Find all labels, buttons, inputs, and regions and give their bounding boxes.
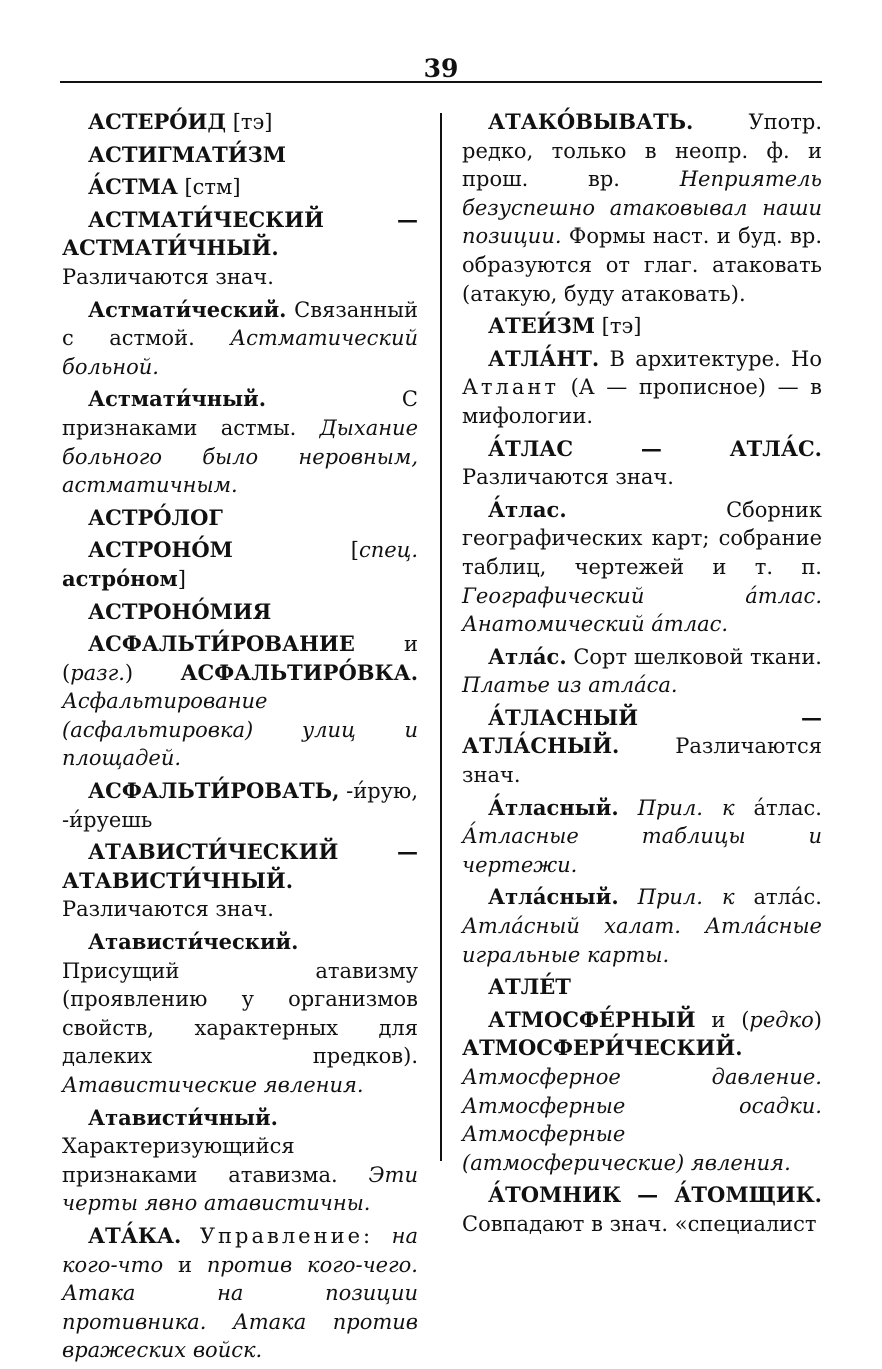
entry-example: к bbox=[721, 885, 735, 910]
entry-headword: АТАВИСТИ́ЧЕСКИЙ — АТАВИСТИ́ЧНЫЙ. bbox=[62, 839, 418, 893]
entry-text: ] bbox=[177, 566, 186, 591]
right-column bbox=[462, 108, 822, 1243]
entry-example: А́тласные таблицы и чертежи. bbox=[462, 824, 822, 877]
dictionary-entry bbox=[462, 973, 822, 1002]
entry-example: разг. bbox=[70, 660, 125, 685]
entry-headword: А́тлас. bbox=[488, 496, 567, 522]
entry-headword: АТЕИ́ЗМ bbox=[488, 313, 595, 339]
dictionary-entry bbox=[62, 385, 418, 499]
entry-text: а́тлас. bbox=[734, 795, 822, 820]
entry-text: Управление: bbox=[199, 1223, 374, 1248]
header-rule bbox=[60, 81, 822, 83]
dictionary-entry bbox=[62, 1104, 418, 1218]
entry-example: спец. bbox=[358, 538, 418, 563]
dictionary-entry bbox=[62, 296, 418, 382]
page-number: 39 bbox=[423, 54, 459, 83]
entry-text: [стм] bbox=[177, 175, 241, 200]
entry-headword: Атависти́ческий. bbox=[88, 929, 299, 955]
entry-headword: А́ТЛАС — АТЛА́С. bbox=[488, 435, 822, 461]
entry-example: к bbox=[721, 795, 735, 820]
entry-example: Атла́сный халат. Атла́сные игральные карты. bbox=[462, 914, 822, 967]
entry-headword: АТА́КА. bbox=[88, 1222, 182, 1248]
dictionary-entry bbox=[62, 838, 418, 924]
entry-headword: А́тласный. bbox=[488, 794, 619, 820]
entry-headword: АТЛА́НТ. bbox=[488, 345, 600, 371]
entry-text: Сорт шелковой ткани. bbox=[566, 644, 822, 669]
dictionary-entry bbox=[62, 206, 418, 292]
dictionary-entry bbox=[462, 435, 822, 492]
dictionary-entry bbox=[462, 643, 822, 700]
entry-text: (А — прописное) — в мифологии. bbox=[462, 375, 822, 428]
entry-text: С признаками астмы. bbox=[62, 387, 418, 440]
entry-text: и ( bbox=[695, 1007, 750, 1032]
dictionary-entry bbox=[62, 173, 418, 202]
dictionary-entry bbox=[462, 108, 822, 308]
entry-text: Различаются знач. bbox=[462, 734, 822, 788]
entry-example: на кого-что bbox=[62, 1223, 418, 1277]
dictionary-entry bbox=[462, 883, 822, 969]
entry-example: Прил. bbox=[637, 885, 703, 910]
dictionary-entry bbox=[62, 928, 418, 1100]
left-column bbox=[62, 108, 418, 1369]
entry-example: Эти черты явно атавистичны. bbox=[62, 1162, 418, 1216]
entry-headword: АТАКО́ВЫВАТЬ. bbox=[488, 109, 694, 134]
entry-text: Сборник географических карт; собрание таблиц, чертежей и т. п. bbox=[462, 497, 822, 579]
entry-headword: АСТРОНО́М bbox=[88, 537, 233, 563]
entry-text: Различаются знач. bbox=[62, 264, 274, 289]
entry-text: В архитектуре. Но bbox=[599, 346, 822, 371]
entry-headword: АСФАЛЬТИ́РОВАНИЕ bbox=[88, 631, 355, 657]
entry-text: -и́рую, -и́руешь bbox=[62, 779, 418, 832]
entry-text: Различаются знач. bbox=[62, 897, 274, 922]
entry-example: Неприятель безуспешно атаковывал наши позиции. bbox=[462, 167, 822, 249]
dictionary-entry bbox=[462, 1181, 822, 1238]
entry-text bbox=[703, 796, 722, 820]
entry-text: ) bbox=[813, 1007, 822, 1032]
dictionary-entry bbox=[462, 312, 822, 341]
entry-example: редко bbox=[749, 1007, 814, 1032]
entry-text: Атлант bbox=[462, 375, 559, 400]
dictionary-entry bbox=[462, 1006, 822, 1178]
entry-headword: АСФАЛЬТИРО́ВКА. bbox=[180, 659, 418, 685]
entry-example: Атмосферное давление. Атмосферные осадки. Атмосферные (атмосферические) явления. bbox=[462, 1065, 822, 1175]
entry-example: Атавистические явления. bbox=[62, 1073, 364, 1097]
entry-text: [ bbox=[232, 538, 359, 563]
dictionary-entry bbox=[462, 345, 822, 431]
entry-text: Употр. редко, только в неопр. ф. и прош. вр. bbox=[462, 110, 822, 192]
entry-example: Астматический больной. bbox=[62, 326, 418, 379]
entry-headword: Атависти́чный. bbox=[88, 1104, 278, 1130]
entry-text: ) bbox=[124, 660, 181, 685]
entry-headword: АСТРОНО́МИЯ bbox=[88, 598, 272, 624]
dictionary-entry bbox=[62, 630, 418, 773]
entry-example: Платье из атла́са. bbox=[462, 673, 678, 698]
entry-headword: А́ТОМНИК — А́ТОМЩИК. bbox=[488, 1182, 822, 1208]
entry-headword: АСТЕРО́ИД bbox=[88, 109, 227, 134]
column-divider bbox=[440, 113, 442, 1161]
dictionary-entry bbox=[62, 598, 418, 627]
entry-text: Характеризующийся признаками атавизма. bbox=[62, 1134, 369, 1187]
entry-headword: Астмати́чный. bbox=[88, 386, 267, 412]
entry-example: Дыхание больного было неровным, астматичным. bbox=[62, 415, 418, 498]
dictionary-entry bbox=[462, 496, 822, 639]
entry-headword: АТМОСФЕ́РНЫЙ bbox=[488, 1006, 696, 1032]
dictionary-entry bbox=[62, 108, 418, 137]
entry-headword: Атла́с. bbox=[488, 643, 567, 669]
entry-example: против кого-чего. Атака на позиции противника. Атака против вражеских войск. bbox=[62, 1252, 418, 1363]
entry-headword: А́ТЛАСНЫЙ — АТЛА́СНЫЙ. bbox=[462, 704, 822, 759]
entry-text bbox=[619, 885, 638, 909]
entry-example: Географический а́тлас. Анатомический а́тлас. bbox=[462, 583, 822, 637]
entry-headword: АСТРО́ЛОГ bbox=[88, 504, 223, 530]
entry-text: Различаются знач. bbox=[462, 465, 674, 490]
dictionary-entry bbox=[62, 504, 418, 533]
entry-text: и ( bbox=[62, 632, 418, 685]
entry-text: и bbox=[163, 1252, 207, 1277]
entry-text: Формы наст. и буд. вр. образуются от глаг. атаковать (атакую, буду атаковать). bbox=[462, 224, 822, 306]
entry-headword: АСТМАТИ́ЧЕСКИЙ — АСТМАТИ́ЧНЫЙ. bbox=[62, 206, 418, 261]
entry-text: атла́с. bbox=[734, 885, 822, 910]
entry-headword: АСТИГМАТИ́ЗМ bbox=[88, 141, 286, 167]
entry-text: Присущий атавизму (проявлению у организмов свойств, характерных для далеких предков). bbox=[62, 958, 418, 1069]
entry-headword: Атла́сный. bbox=[488, 884, 619, 910]
entry-example: Прил. bbox=[637, 795, 703, 820]
dictionary-entry bbox=[62, 1222, 418, 1365]
entry-headword: АСФАЛЬТИ́РОВАТЬ, bbox=[88, 778, 340, 804]
entry-text bbox=[181, 1224, 200, 1248]
entry-headword: Астмати́ческий. bbox=[88, 296, 287, 322]
entry-text: [тэ] bbox=[226, 110, 273, 134]
dictionary-entry bbox=[62, 141, 418, 170]
entry-text: [тэ] bbox=[594, 314, 642, 339]
entry-text bbox=[373, 1224, 392, 1248]
entry-text: Совпадают в знач. «специалист bbox=[462, 1211, 817, 1236]
dictionary-entry bbox=[62, 777, 418, 834]
entry-text: Связанный с астмой. bbox=[62, 297, 418, 351]
dictionary-entry bbox=[62, 536, 418, 593]
entry-headword: А́СТМА bbox=[88, 174, 178, 200]
entry-headword: астро́ном bbox=[62, 565, 178, 591]
entry-headword: АТЛЕ́Т bbox=[488, 974, 571, 1000]
entry-example: Асфальтирование (асфальтировка) улиц и площадей. bbox=[62, 689, 418, 771]
entry-text bbox=[703, 885, 722, 909]
entry-headword: АТМОСФЕРИ́ЧЕСКИЙ. bbox=[462, 1035, 743, 1061]
dictionary-entry bbox=[462, 704, 822, 790]
dictionary-entry bbox=[462, 794, 822, 880]
entry-text bbox=[619, 796, 638, 820]
